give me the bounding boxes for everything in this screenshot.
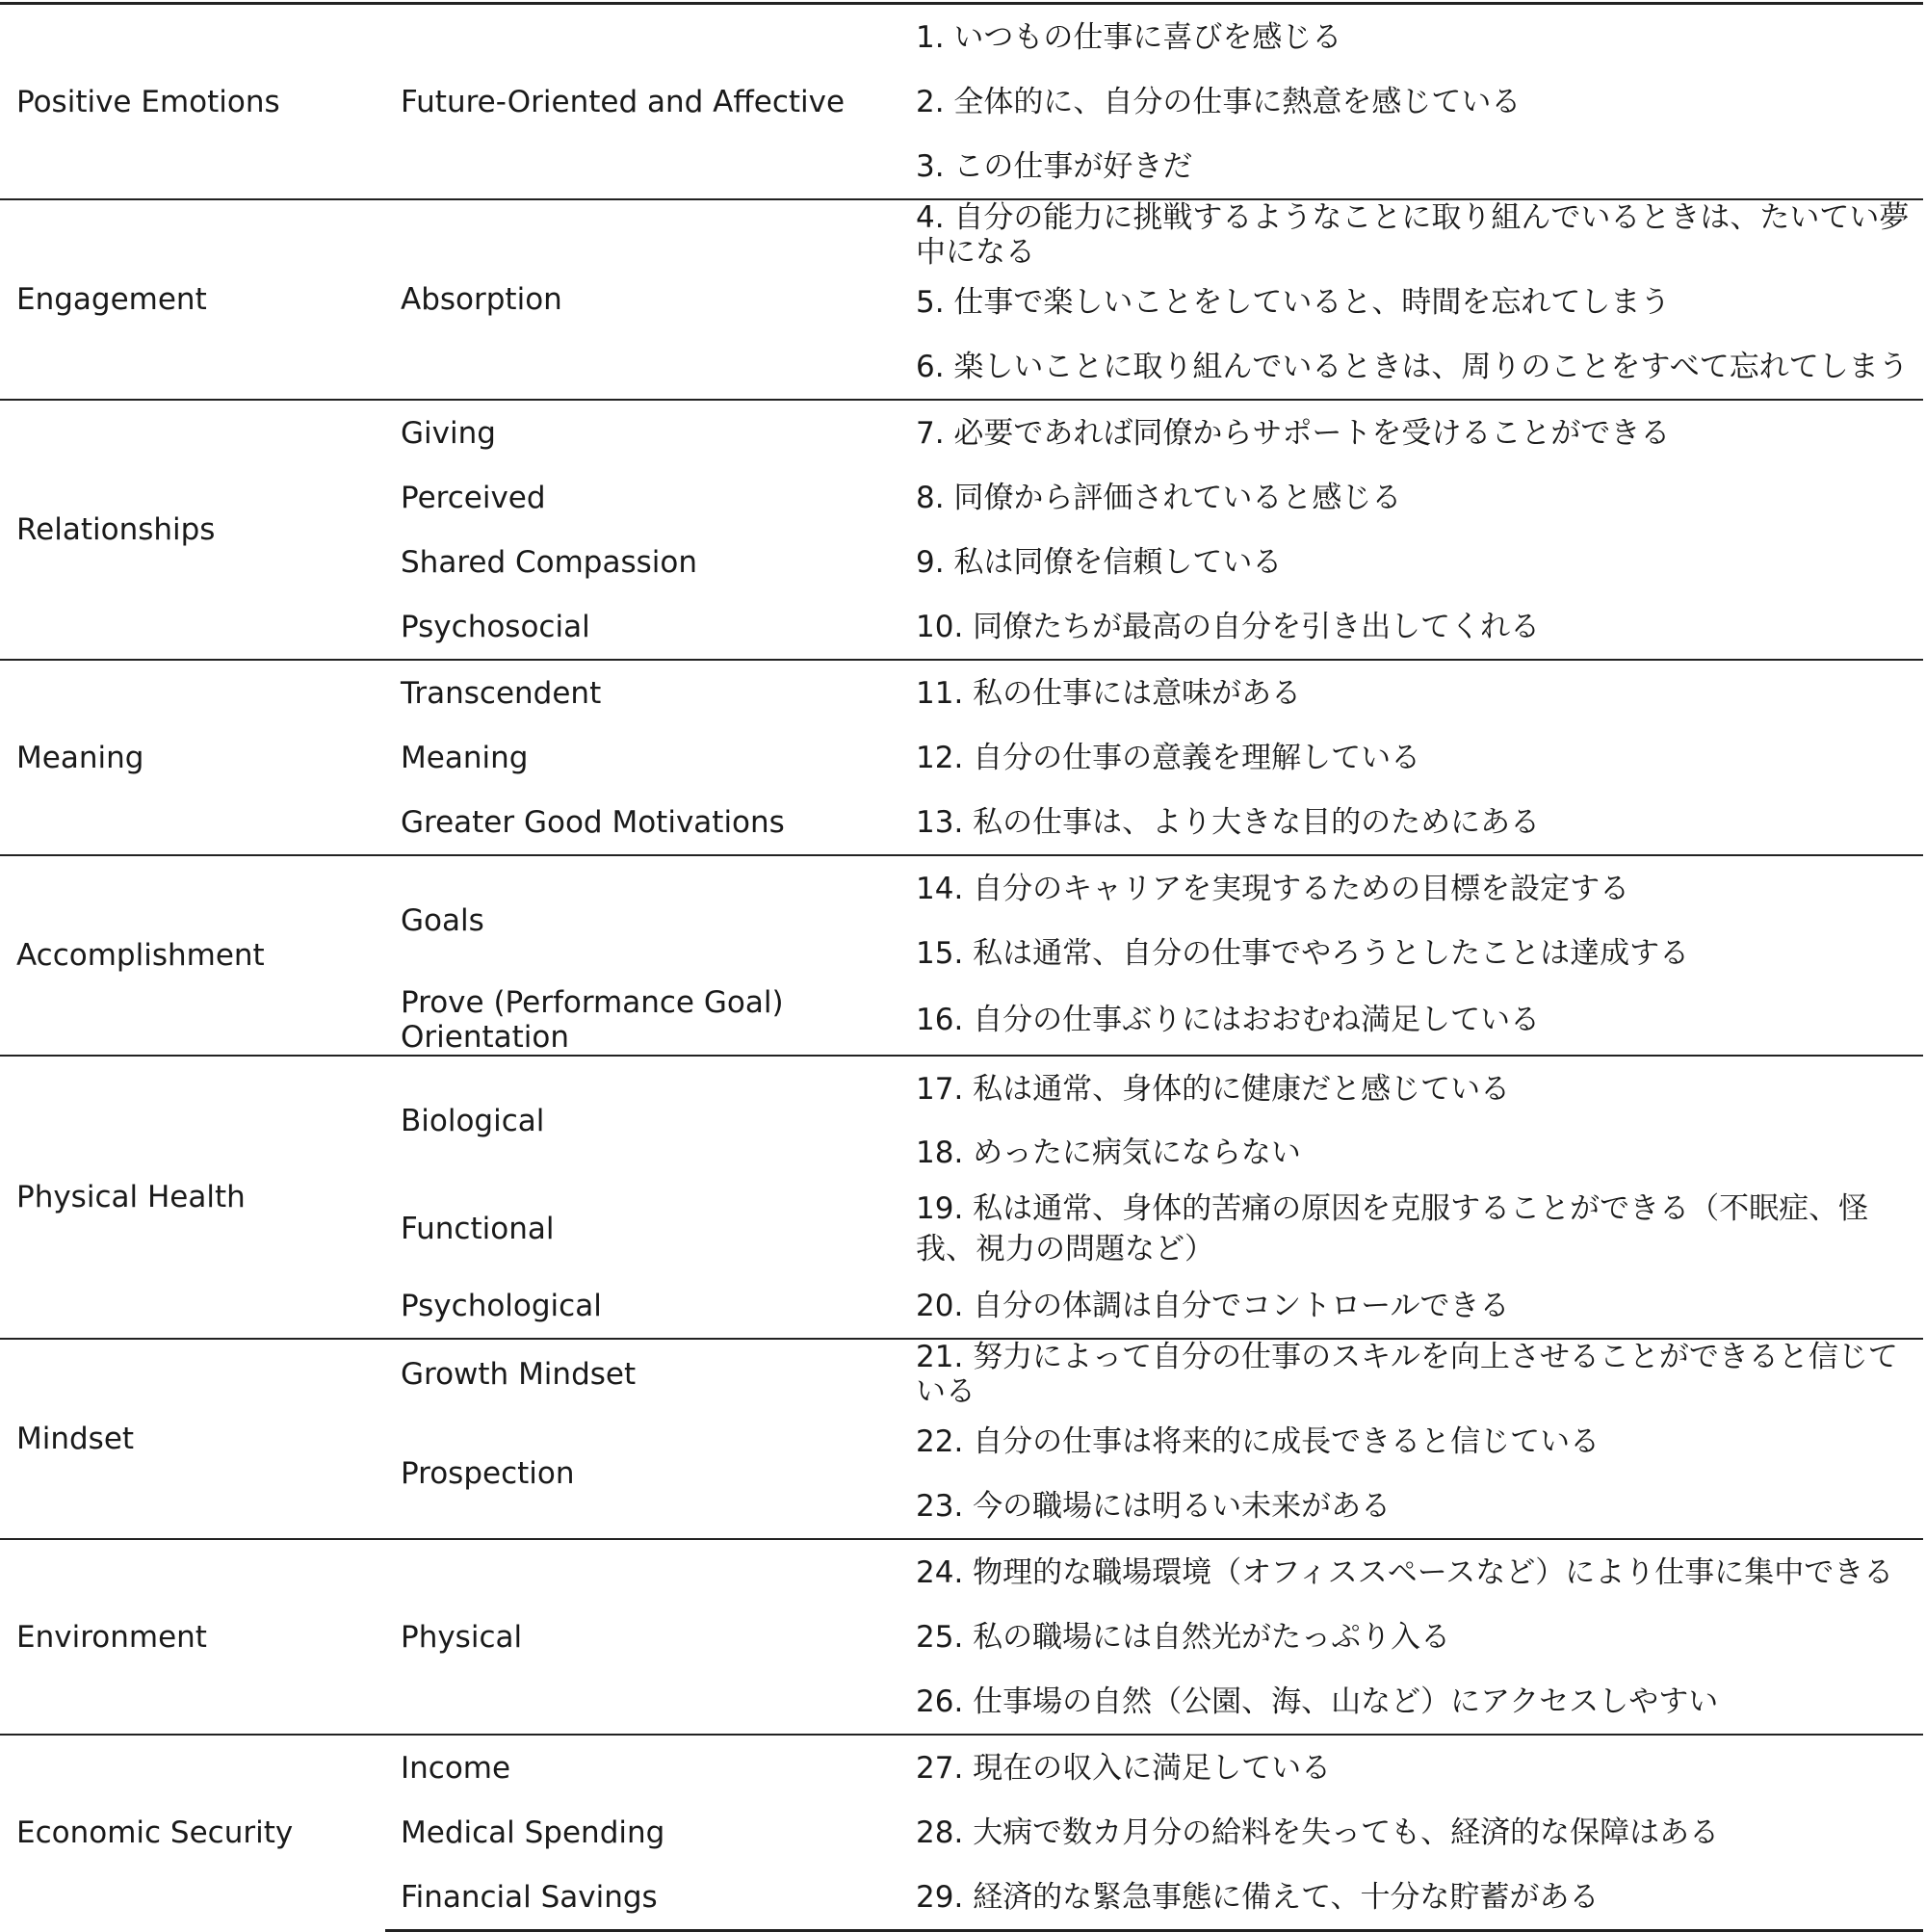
table-row <box>0 4 1923 70</box>
item-cell: 9. 私は同僚を信頼している <box>916 544 1283 580</box>
item-cell: 24. 物理的な職場環境（オフィススペースなど）により仕事に集中できる <box>915 1539 1923 1605</box>
subdimension-cell: Goals <box>385 855 915 985</box>
item-cell: 25. 私の職場には自然光がたっぷり入る <box>916 1619 1451 1655</box>
item-cell: 12. 自分の仕事の意義を理解している <box>916 740 1421 775</box>
item-cell: 10. 同僚たちが最高の自分を引き出してくれる <box>916 609 1541 644</box>
dimension-cell: Positive Emotions <box>0 4 385 200</box>
subdimension-cell: Future-Oriented and Affective <box>385 4 915 200</box>
subdimension-cell: Prospection <box>401 1456 575 1491</box>
item-cell: 26. 仕事場の自然（公園、海、山など）にアクセスしやすい <box>916 1684 1719 1719</box>
item-cell: 19. 私は通常、身体的苦痛の原因を克服することができる（不眠症、怪我、視力の問題など） <box>916 1191 1869 1266</box>
dimension-cell: Physical Health <box>0 1056 385 1339</box>
item-cell: 1. いつもの仕事に喜びを感じる <box>915 4 1923 70</box>
item-cell: 2. 全体的に、自分の仕事に熱意を感じている <box>916 84 1522 119</box>
subdimension-cell: Psychosocial <box>401 609 590 644</box>
table-row <box>0 400 1923 465</box>
subdimension-cell: Prove (Performance Goal) Orientation <box>401 985 784 1055</box>
subdimension-cell: Functional <box>401 1212 555 1246</box>
table-row <box>0 1056 1923 1121</box>
item-cell: 15. 私は通常、自分の仕事でやろうとしたことは達成する <box>916 935 1690 971</box>
dimension-cell: Engagement <box>0 199 385 400</box>
dimension-cell: Environment <box>0 1539 385 1735</box>
item-cell: 14. 自分のキャリアを実現するための目標を設定する <box>915 855 1923 921</box>
table-row <box>0 1539 1923 1605</box>
dimension-cell: Accomplishment <box>0 855 385 1056</box>
item-cell: 8. 同僚から評価されていると感じる <box>916 480 1402 515</box>
table-row <box>0 199 1923 270</box>
wellbeing-scale-table <box>0 2 1923 1932</box>
item-cell: 20. 自分の体調は自分でコントロールできる <box>916 1288 1510 1323</box>
item-cell: 21. 努力によって自分の仕事のスキルを向上させることができると信じている <box>915 1339 1923 1409</box>
item-cell: 17. 私は通常、身体的に健康だと感じている <box>915 1056 1923 1121</box>
item-cell: 3. この仕事が好きだ <box>916 148 1193 184</box>
subdimension-cell: Meaning <box>401 740 529 775</box>
subdimension-cell: Biological <box>385 1056 915 1185</box>
subdimension-cell: Shared Compassion <box>401 544 698 580</box>
dimension-cell: Mindset <box>0 1339 385 1539</box>
subdimension-cell: Physical <box>385 1539 915 1735</box>
subdimension-cell: Giving <box>385 400 915 465</box>
subdimension-cell: Growth Mindset <box>385 1339 915 1409</box>
table-row <box>0 1735 1923 1800</box>
item-cell: 7. 必要であれば同僚からサポートを受けることができる <box>915 400 1923 465</box>
item-cell: 4. 自分の能力に挑戦するようなことに取り組んでいるときは、たいてい夢中になる <box>915 199 1923 270</box>
subdimension-cell: Psychological <box>401 1288 602 1323</box>
item-cell: 11. 私の仕事には意味がある <box>915 660 1923 725</box>
subdimension-cell: Financial Savings <box>385 1865 915 1931</box>
subdimension-cell: Greater Good Motivations <box>401 804 785 840</box>
subdimension-cell: Perceived <box>401 480 546 515</box>
table-row <box>0 855 1923 921</box>
subdimension-cell: Income <box>385 1735 915 1800</box>
dimension-cell: Relationships <box>0 400 385 660</box>
dimension-cell: Meaning <box>0 660 385 855</box>
item-cell: 28. 大病で数カ月分の給料を失っても、経済的な保障はある <box>916 1815 1720 1850</box>
item-cell: 22. 自分の仕事は将来的に成長できると信じている <box>916 1423 1601 1459</box>
item-cell: 16. 自分の仕事ぶりにはおおむね満足している <box>916 1003 1541 1037</box>
dimension-cell: Economic Security <box>0 1735 385 1931</box>
item-cell: 6. 楽しいことに取り組んでいるときは、周りのことをすべて忘れてしまう <box>916 349 1909 384</box>
subdimension-cell: Transcendent <box>385 660 915 725</box>
table-row <box>0 1339 1923 1409</box>
item-cell: 5. 仕事で楽しいことをしていると、時間を忘れてしまう <box>916 284 1671 320</box>
item-cell: 29. 経済的な緊急事態に備えて、十分な貯蓄がある <box>915 1865 1923 1931</box>
subdimension-cell: Medical Spending <box>401 1815 665 1850</box>
table-row <box>0 660 1923 725</box>
item-cell: 27. 現在の収入に満足している <box>915 1735 1923 1800</box>
item-cell: 23. 今の職場には明るい未来がある <box>916 1488 1392 1524</box>
subdimension-cell: Absorption <box>385 199 915 400</box>
item-cell: 18. めったに病気にならない <box>916 1136 1301 1170</box>
item-cell: 13. 私の仕事は、より大きな目的のためにある <box>916 804 1541 840</box>
